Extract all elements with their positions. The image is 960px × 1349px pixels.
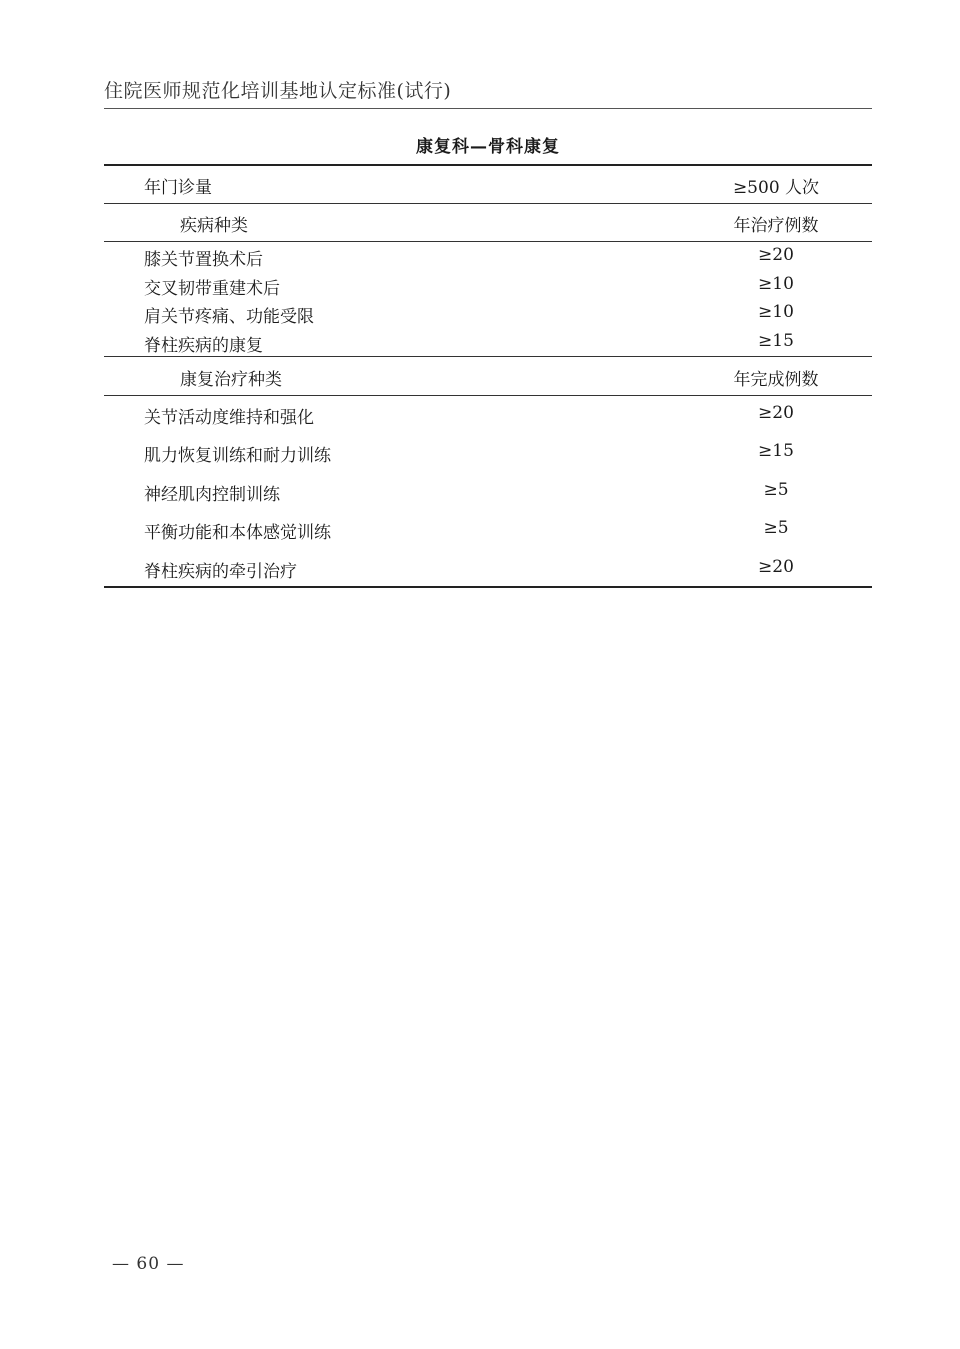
disease-label: 脊柱疾病的康复 — [144, 336, 263, 356]
treatment-label: 关节活动度维持和强化 — [144, 408, 314, 428]
row-divider — [104, 203, 872, 204]
row-divider — [104, 241, 872, 242]
treatment-header-value: 年完成例数 — [733, 370, 819, 390]
disease-label: 交叉韧带重建术后 — [144, 279, 280, 299]
running-header: 住院医师规范化培训基地认定标准(试行) — [104, 80, 452, 102]
disease-value: ≥15 — [758, 331, 794, 351]
row-divider — [104, 356, 872, 357]
treatment-label: 肌力恢复训练和耐力训练 — [144, 446, 331, 466]
treatment-value: ≥5 — [763, 480, 789, 500]
row-divider — [104, 395, 872, 396]
table-top-rule — [104, 164, 872, 166]
outpatient-label: 年门诊量 — [144, 178, 212, 198]
table-bottom-rule — [104, 586, 872, 588]
disease-label: 肩关节疼痛、功能受限 — [144, 307, 314, 327]
disease-value: ≥10 — [758, 274, 794, 294]
disease-value: ≥20 — [758, 245, 794, 265]
page-number: — 60 — — [112, 1254, 185, 1274]
treatment-value: ≥20 — [758, 557, 794, 577]
header-rule — [104, 108, 872, 109]
disease-header-label: 疾病种类 — [180, 216, 248, 236]
treatment-header-label: 康复治疗种类 — [180, 370, 282, 390]
disease-header-value: 年治疗例数 — [733, 216, 819, 236]
treatment-label: 神经肌肉控制训练 — [144, 485, 280, 505]
treatment-value: ≥15 — [758, 441, 794, 461]
treatment-label: 平衡功能和本体感觉训练 — [144, 523, 331, 543]
table-title: 康复科—骨科康复 — [416, 137, 560, 157]
treatment-value: ≥5 — [763, 518, 789, 538]
outpatient-value: ≥500 人次 — [732, 178, 820, 198]
disease-value: ≥10 — [758, 302, 794, 322]
treatment-label: 脊柱疾病的牵引治疗 — [144, 562, 297, 582]
disease-label: 膝关节置换术后 — [144, 250, 263, 270]
treatment-value: ≥20 — [758, 403, 794, 423]
